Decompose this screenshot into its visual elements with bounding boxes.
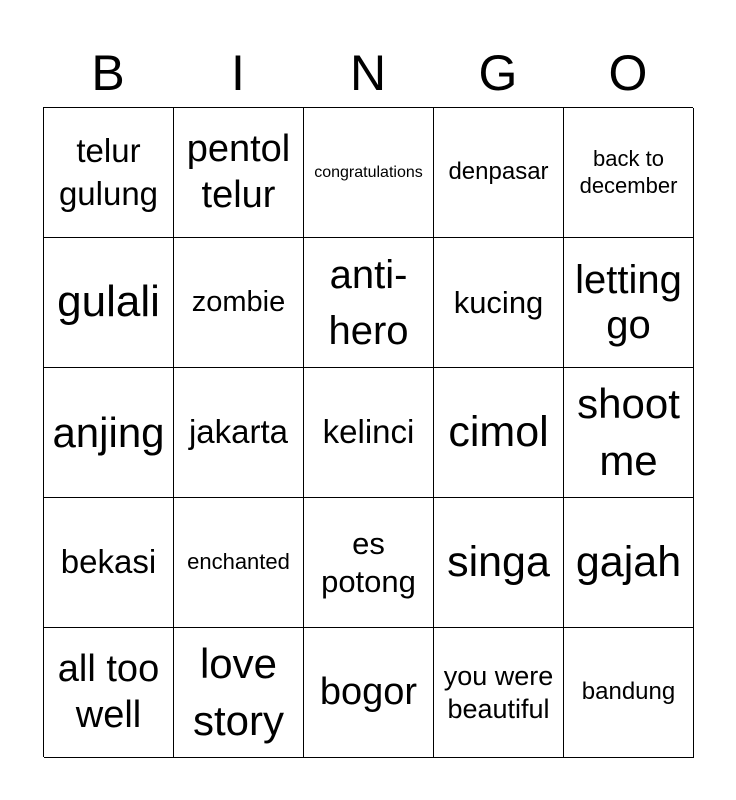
cell-label: gulali bbox=[57, 277, 160, 327]
bingo-cell[interactable] bbox=[434, 108, 564, 238]
bingo-cell[interactable] bbox=[44, 238, 174, 368]
cell-label: shoot me bbox=[577, 379, 680, 484]
cell-label: bogor bbox=[319, 670, 418, 713]
bingo-cell[interactable] bbox=[44, 108, 174, 238]
cell-label: cimol bbox=[448, 407, 549, 456]
cell-label: letting go bbox=[575, 257, 682, 347]
cell-label: jakarta bbox=[188, 413, 289, 451]
header-letter-g: G bbox=[478, 45, 518, 101]
bingo-cell[interactable] bbox=[564, 498, 694, 628]
cell-label: bekasi bbox=[60, 543, 157, 581]
bingo-header bbox=[43, 38, 693, 108]
bingo-cell[interactable] bbox=[304, 368, 434, 498]
bingo-cell[interactable] bbox=[174, 238, 304, 368]
bingo-cell[interactable] bbox=[434, 238, 564, 368]
bingo-cell[interactable] bbox=[564, 628, 694, 758]
header-letter-n: N bbox=[349, 45, 387, 101]
cell-label: pentol telur bbox=[186, 127, 291, 216]
cell-label: enchanted bbox=[187, 549, 290, 575]
cell-label: you were beautiful bbox=[443, 661, 554, 724]
bingo-cell[interactable] bbox=[304, 498, 434, 628]
cell-label: love story bbox=[192, 639, 284, 744]
bingo-cell[interactable] bbox=[174, 628, 304, 758]
cell-label: singa bbox=[447, 537, 550, 586]
bingo-cell[interactable] bbox=[174, 498, 304, 628]
cell-label: all too well bbox=[57, 647, 160, 736]
cell-label: zombie bbox=[191, 286, 286, 319]
cell-label: es potong bbox=[321, 526, 416, 599]
bingo-cell[interactable] bbox=[434, 628, 564, 758]
bingo-cell[interactable] bbox=[174, 108, 304, 238]
bingo-cell[interactable] bbox=[564, 238, 694, 368]
cell-label: gajah bbox=[575, 537, 682, 586]
bingo-cell[interactable] bbox=[304, 108, 434, 238]
bingo-cell[interactable] bbox=[44, 628, 174, 758]
cell-label: kucing bbox=[453, 284, 544, 320]
cell-label: denpasar bbox=[448, 158, 549, 186]
bingo-cell[interactable] bbox=[174, 368, 304, 498]
bingo-cell[interactable] bbox=[564, 108, 694, 238]
cell-label: telur gulung bbox=[58, 131, 159, 212]
cell-label: congratulations bbox=[314, 163, 423, 181]
cell-label: kelinci bbox=[322, 413, 415, 451]
cell-label: anjing bbox=[52, 408, 165, 456]
bingo-cell[interactable] bbox=[304, 628, 434, 758]
bingo-cell[interactable] bbox=[44, 498, 174, 628]
header-letter-o: O bbox=[608, 45, 648, 101]
bingo-board bbox=[43, 107, 693, 757]
bingo-cell[interactable] bbox=[564, 368, 694, 498]
header-letter-i: I bbox=[231, 45, 245, 101]
bingo-cell[interactable] bbox=[304, 238, 434, 368]
bingo-cell[interactable] bbox=[434, 498, 564, 628]
cell-label: bandung bbox=[581, 678, 676, 706]
cell-label: back to december bbox=[579, 146, 678, 198]
header-letter-b: B bbox=[91, 45, 125, 101]
cell-label: anti-hero bbox=[328, 252, 409, 353]
bingo-cell[interactable] bbox=[44, 368, 174, 498]
bingo-cell[interactable] bbox=[434, 368, 564, 498]
